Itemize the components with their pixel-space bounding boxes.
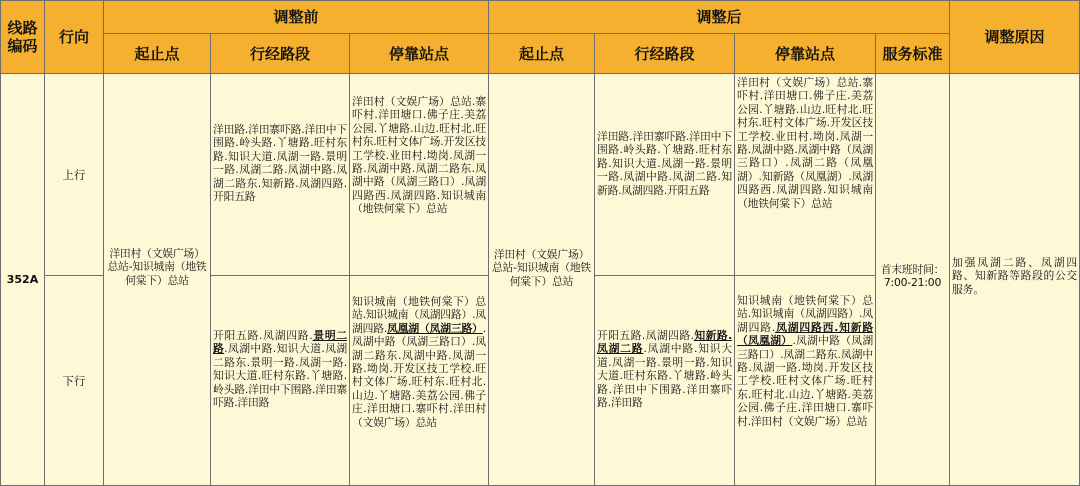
after-up-route-cell — [594, 73, 735, 276]
header-reason: 调整原因 — [949, 0, 1080, 74]
reason-cell — [949, 73, 1080, 486]
after-down-stops-text-2: .凤湖中路（凤湖三路口）.凤湖二路东.凤湖中路.凤湖一路.坳岗.开发区技工学校.旺村文体广场.旺村东.旺村北.山边.丫塘路.美荔公园.佛子庄.洋田塘口.寨吓村.洋田村（文娱广场）总站 — [737, 334, 874, 428]
before-down-stops-cell — [349, 275, 489, 486]
before-down-route — [211, 329, 349, 409]
header-service-standard: 服务标准 — [875, 33, 950, 74]
before-down-stops-text-2: .凤湖中路（凤湖三路口）.凤湖二路东.凤湖中路.凤湖一路.坳岗.开发区技工学校.旺村文体广场.旺村东.旺村北.山边.丫塘路.美荔公园.佛子庄.洋田塘口.寨吓村.洋田村（文娱广场）总站 — [352, 321, 486, 429]
before-down-route-highlight: 景明二路 — [213, 329, 347, 356]
header-before-route: 行经路段 — [210, 33, 350, 74]
after-down-route-cell — [594, 275, 735, 486]
before-down-stops-highlight: 凤凰湖（凤湖三路） — [387, 321, 483, 335]
before-down-route-text-1: 开阳五路.凤湖四路. — [213, 329, 313, 342]
after-up-route: 洋田路.洋田寨吓路.洋田中下围路.岭头路.丫塘路.旺村东路.知识大道.凤湖一路.景明一路.凤湖中路.凤湖二路.知新路.凤湖四路.开阳五路 — [597, 130, 732, 197]
after-down-stops-text-1: 知识城南（地铁何棠下）总站.知识城南（凤湖四路）.凤湖四路. — [737, 294, 873, 334]
after-down-route-highlight: 知新路.凤湖二路 — [597, 329, 732, 356]
header-route-code — [0, 0, 45, 74]
header-after-start-end: 起止点 — [488, 33, 595, 74]
service-standard: 首末班时间：7:00-21:00 — [880, 263, 945, 290]
before-start-end-cell — [103, 73, 211, 486]
adjustment-reason: 加强凤湖二路、凤湖四路、知新路等路段的公交服务。 — [952, 256, 1077, 296]
after-down-stops — [735, 294, 875, 428]
header-before-stops: 停靠站点 — [349, 33, 489, 74]
route-code: 352A — [6, 273, 39, 286]
after-up-stops: 洋田村（文娱广场）总站.寨吓村.洋田塘口.佛子庄.美荔公园.丫塘路.山边.旺村北.旺村东.旺村文体广场.开发区技工学校.业田村.坳岗.凤湖一路.凤湖中路.凤湖中路（凤湖三路口）.凤湖二路（凤凰湖）.知新路（凤凰湖）.凤湖四路西.凤湖四路.知识城南（地铁何棠下）总站 — [737, 76, 873, 210]
direction-up: 上行 — [62, 167, 86, 182]
direction-down-cell — [44, 275, 104, 486]
header-after-route: 行经路段 — [594, 33, 735, 74]
after-down-route — [595, 329, 734, 409]
header-direction: 行向 — [44, 0, 104, 74]
after-down-stops-cell — [734, 275, 876, 486]
after-start-end: 洋田村（文娱广场）总站-知识城南（地铁何棠下）总站 — [491, 248, 592, 288]
direction-down: 下行 — [62, 373, 86, 388]
after-start-end-cell — [488, 73, 595, 486]
before-up-route-cell — [210, 73, 350, 276]
header-before-start-end: 起止点 — [103, 33, 211, 74]
header-before: 调整前 — [103, 0, 489, 34]
header-route-code-label: 线路编码 — [7, 19, 38, 55]
before-down-stops-text-1: 知识城南（地铁何棠下）总站.知识城南（凤湖四路）.凤湖四路. — [352, 295, 486, 335]
before-up-stops-cell — [349, 73, 489, 276]
before-down-route-cell — [210, 275, 350, 486]
after-up-stops-cell — [734, 73, 876, 276]
before-down-route-text-2: .凤湖中路.知识大道.凤湖二路东.景明一路.凤湖一路.知识大道.旺村东路.丫塘路.岭头路.洋田中下围路.洋田寨吓路.洋田路 — [213, 342, 347, 410]
service-standard-cell — [875, 73, 950, 486]
header-after: 调整后 — [488, 0, 950, 34]
after-down-route-text-1: 开阳五路.凤湖四路. — [597, 329, 694, 342]
header-after-stops: 停靠站点 — [734, 33, 876, 74]
before-down-stops — [350, 295, 488, 429]
before-up-stops: 洋田村（文娱广场）总站.寨吓村.洋田塘口.佛子庄.美荔公园.丫塘路.山边.旺村北.旺村东.旺村文体广场.开发区技工学校.业田村.坳岗.凤湖一路.凤湖中路.凤湖二路东.凤湖中路（凤湖三路口）.凤湖四路西.凤湖四路.知识城南（地铁何棠下）总站 — [352, 95, 486, 216]
before-start-end: 洋田村（文娱广场）总站-知识城南（地铁何棠下）总站 — [107, 247, 207, 287]
after-down-stops-highlight: 凤湖四路西.知新路（凤凰湖） — [737, 320, 873, 348]
direction-up-cell — [44, 73, 104, 276]
route-code-cell — [0, 73, 45, 486]
before-up-route: 洋田路.洋田寨吓路.洋田中下围路.岭头路.丫塘路.旺村东路.知识大道.凤湖一路.景明一路.凤湖二路.凤湖中路.凤湖二路东.知新路.凤湖四路.开阳五路 — [213, 123, 347, 204]
after-down-route-text-2: .凤湖中路.知识大道.凤湖一路.景明一路.知识大道.旺村东路.丫塘路.岭头路.洋田中下围路.洋田寨吓路.洋田路 — [597, 342, 732, 410]
